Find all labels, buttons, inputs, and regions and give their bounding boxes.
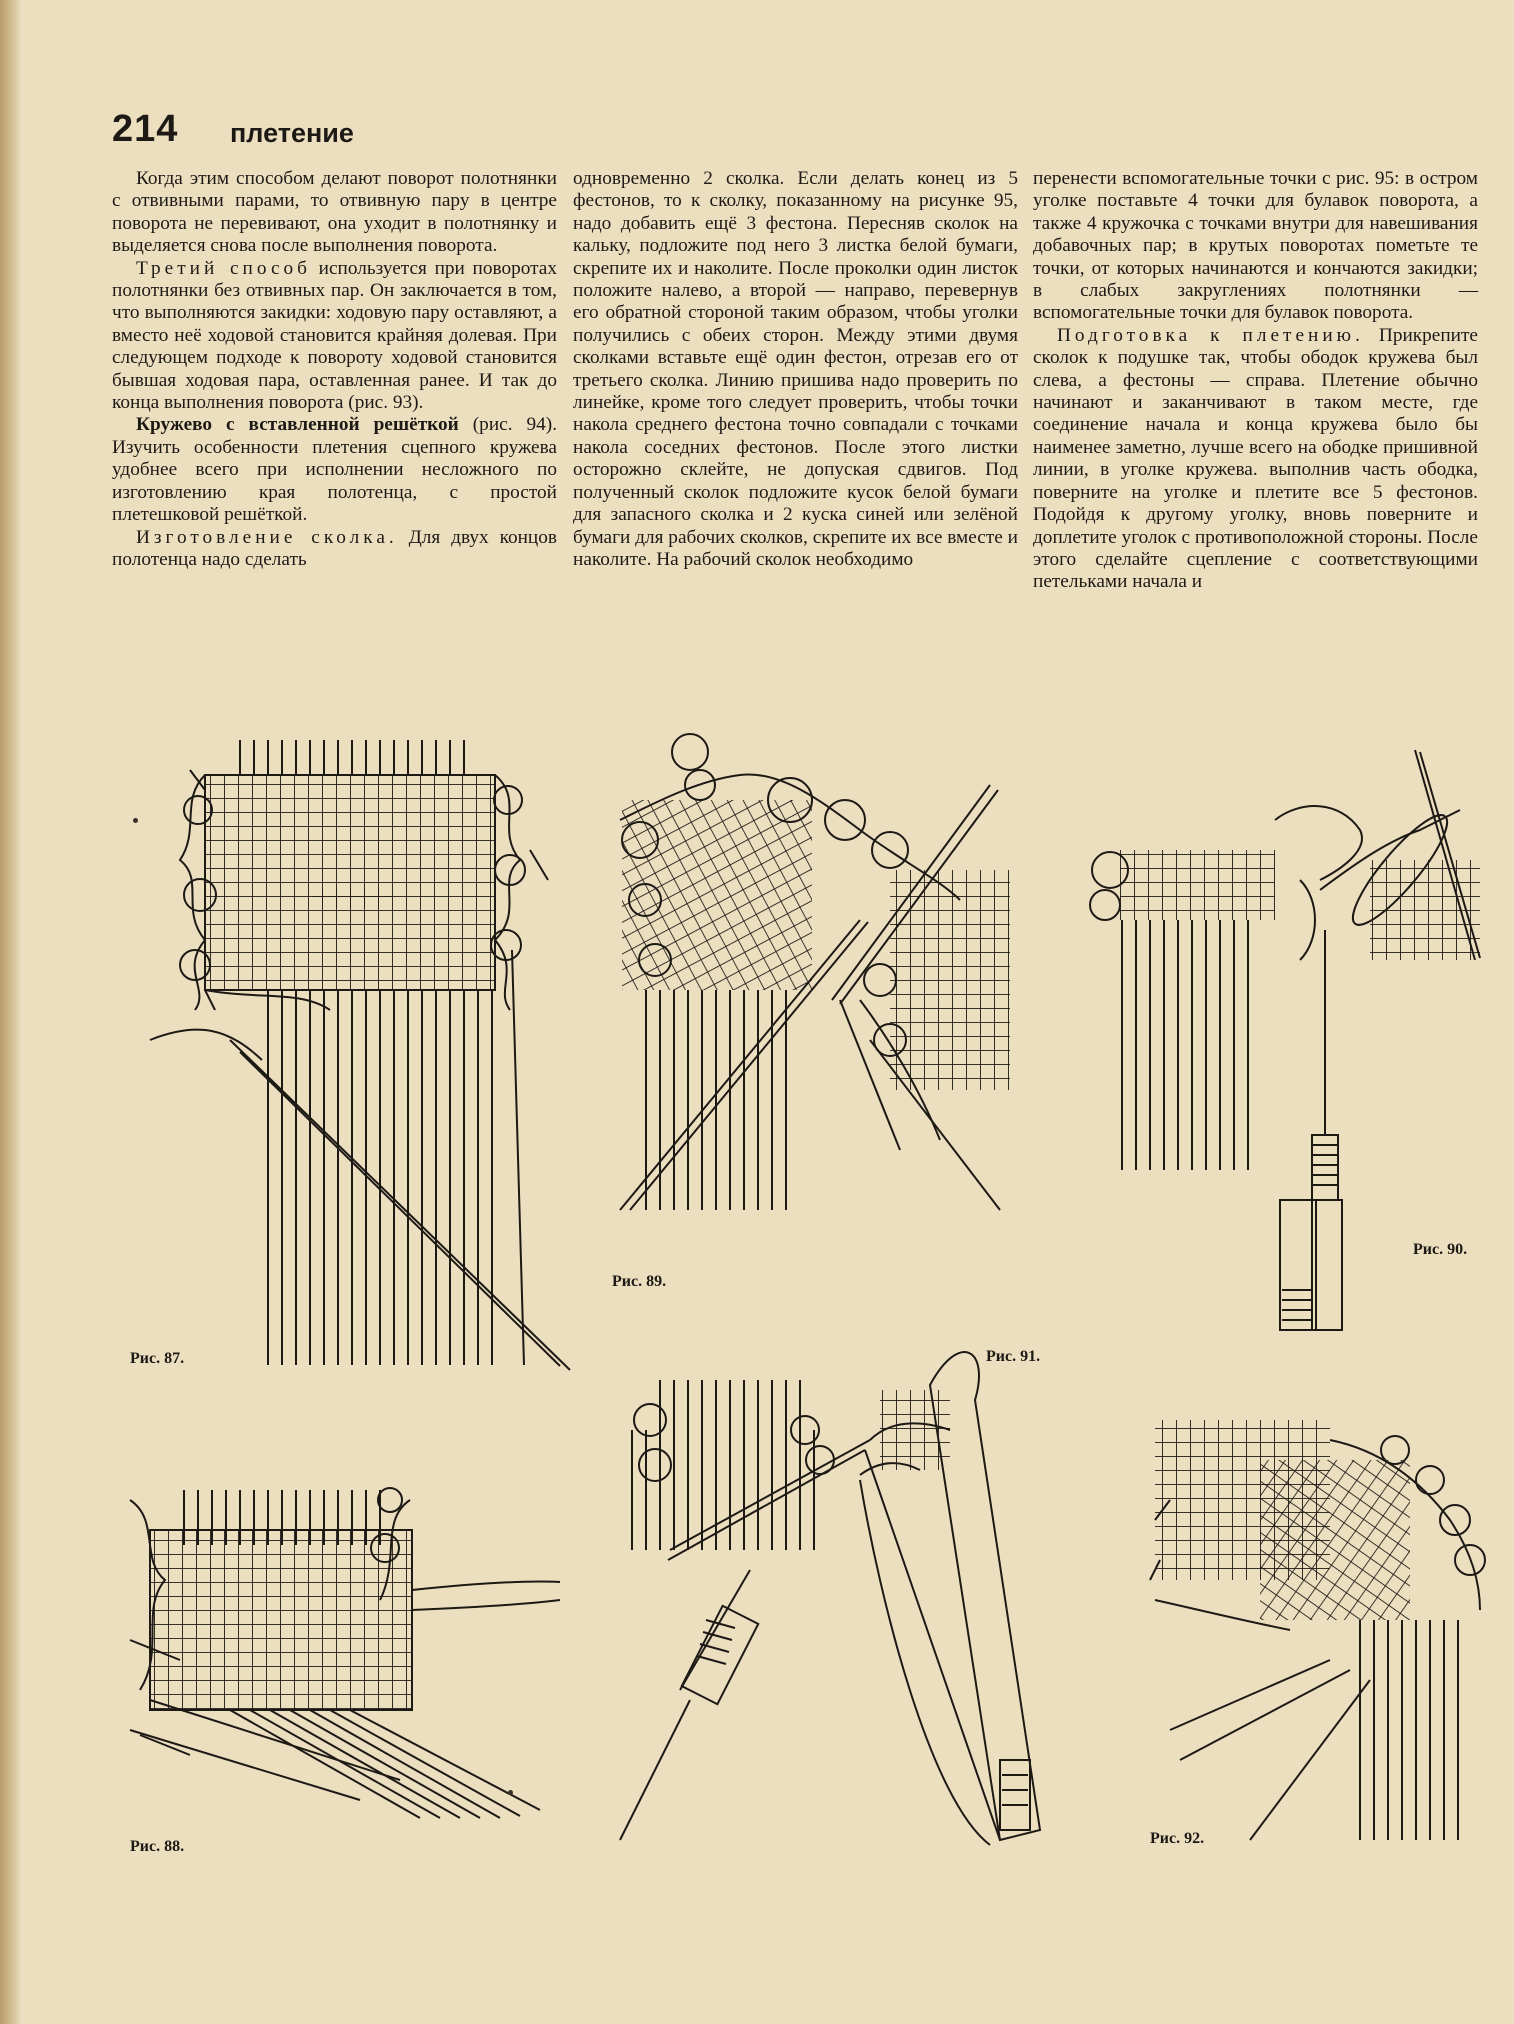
figure-87-drawing: [150, 740, 570, 1370]
paragraph: перенести вспомогательные точки с рис. 95: в остром уголке поставьте 4 точки для булавок поворота, а также 4 кружочка с точками внутри для навешивания добавочных пар; в крутых поворотах пометьте те точки, от которых начинаются и кончаются закидки; в слабых закруглениях полотнянки — вспомогательные точки для булавок поворота.: [1033, 168, 1478, 324]
figure-caption: Рис. 89.: [612, 1273, 667, 1290]
run-in-heading: Изготовление сколка.: [136, 526, 398, 548]
paragraph-text: (рис. 94). Изучить особенности плетения сцепного кружева удобнее всего при исполнении несложного по изготовлению края полотенца, с простой плетешковой решёткой.: [112, 414, 558, 526]
figure-caption: Рис. 91.: [986, 1348, 1041, 1365]
figure-caption: Рис. 90.: [1413, 1241, 1468, 1258]
figure-89-drawing: [620, 734, 1010, 1210]
run-in-heading: Подготовка к плетению.: [1057, 324, 1364, 346]
figure-caption: Рис. 87.: [130, 1350, 185, 1367]
paragraph-text: Для двух концов полотенца надо сделать: [112, 526, 557, 570]
paragraph: Когда этим способом делают поворот полотнянки с отвивными парами, то отвивную пару в центре поворота не перевивают, она уходит в полотнянку и выделяется снова после выполнения поворота.: [112, 168, 557, 257]
figure-91-drawing: [620, 1352, 1040, 1845]
paragraph-text: Прикрепите сколок к подушке так, чтобы ободок кружева был слева, а фестоны — справа. Плетение обычно начинают и заканчивают в таком месте, где соединение начала и конца кружева было бы наименее заметно, лучше всего на ободке пришивной линии, в уголке кружева. выполнив часть ободка, поверните на уголке и плетите все 5 фестонов. Подойдя к другому уголку, вновь поверните и доплетите уголок с противоположной стороны. После этого сделайте сцепление с соответствующими петельками начала и: [1033, 324, 1478, 593]
run-in-heading: Кружево с вставленной решёткой: [136, 414, 459, 436]
ink-speck: [133, 818, 138, 823]
paragraph-text: используется при поворотах полотнянки без отвивных пар. Он заключается в том, что выполняются закидки: ходовую пару оставляют, а вместо неё ходовой становится крайняя долевая. При следующем подходе к повороту ходовой становится бывшая ходовая пара, оставленная ранее. И так до конца выполнения поворота (рис. 93).: [112, 257, 557, 414]
figure-88-drawing: [130, 1488, 560, 1818]
ink-speck: [508, 1790, 513, 1795]
figure-caption: Рис. 88.: [130, 1838, 185, 1855]
page-number: 214: [112, 108, 179, 150]
paragraph: одновременно 2 сколка. Если делать конец из 5 фестонов, то к сколку, показанному на рисунке 95, надо добавить ещё 3 фестона. Пересняв сколок на кальку, подложите под него 3 листка белой бумаги, скрепите их и наколите. После проколки один листок положите налево, а второй — направо, перевернув его обратной стороной таким образом, чтобы уголки получились с обеих сторон. Между этими двумя сколками вставьте ещё один фестон, отрезав его от третьего сколка. Линию пришива надо проверить по линейке, кроме того следует проверить, чтобы точки накола среднего фестона точно совпадали с точками накола соседних фестонов. После этого листки осторожно склейте, не допуская сдвигов. Под полученный сколок подложите кусок белой бумаги для запасного сколка и 2 куска синей или зелёной бумаги для рабочих сколков, скрепите их все вместе и наколите. На рабочий сколок необходимо: [573, 168, 1018, 570]
figure-caption: Рис. 92.: [1150, 1830, 1205, 1847]
section-title: плетение: [230, 118, 354, 148]
figure-92-drawing: [1150, 1420, 1485, 1840]
run-in-heading: Третий способ: [136, 257, 311, 279]
